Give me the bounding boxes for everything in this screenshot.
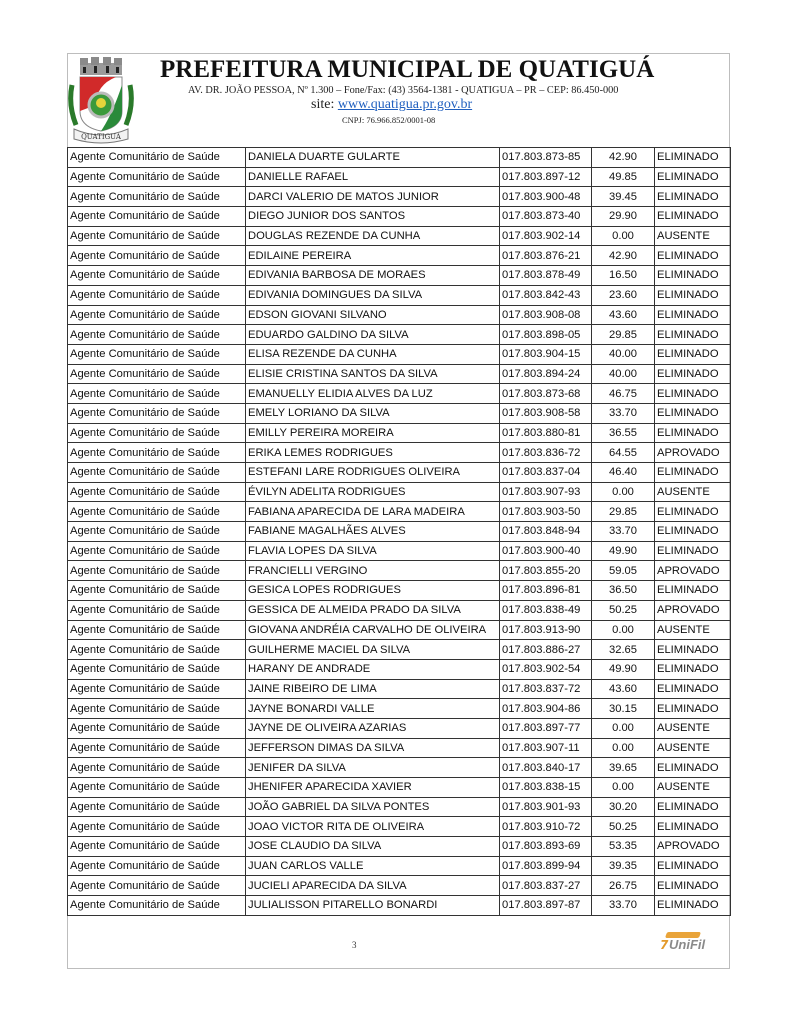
score-cell: 43.60 [592, 305, 655, 325]
status-cell: ELIMINADO [655, 541, 731, 561]
name-cell: FABIANE MAGALHÃES ALVES [246, 522, 500, 542]
name-cell: JAINE RIBEIRO DE LIMA [246, 679, 500, 699]
status-cell: ELIMINADO [655, 207, 731, 227]
name-cell: GESSICA DE ALMEIDA PRADO DA SILVA [246, 600, 500, 620]
table-row [68, 837, 731, 857]
table-row [68, 167, 731, 187]
score-cell: 29.85 [592, 502, 655, 522]
id-cell: 017.803.848-94 [500, 522, 592, 542]
role-cell: Agente Comunitário de Saúde [68, 561, 246, 581]
table-row [68, 640, 731, 660]
status-cell: ELIMINADO [655, 797, 731, 817]
table-row [68, 266, 731, 286]
status-cell: AUSENTE [655, 718, 731, 738]
name-cell: EMANUELLY ELIDIA ALVES DA LUZ [246, 384, 500, 404]
name-cell: HARANY DE ANDRADE [246, 659, 500, 679]
table-row [68, 541, 731, 561]
score-cell: 39.65 [592, 758, 655, 778]
role-cell: Agente Comunitário de Saúde [68, 167, 246, 187]
table-row [68, 856, 731, 876]
status-cell: ELIMINADO [655, 758, 731, 778]
name-cell: GIOVANA ANDRÉIA CARVALHO DE OLIVEIRA [246, 620, 500, 640]
score-cell: 23.60 [592, 285, 655, 305]
table-row [68, 718, 731, 738]
score-cell: 64.55 [592, 443, 655, 463]
id-cell: 017.803.913-90 [500, 620, 592, 640]
name-cell: JOÃO GABRIEL DA SILVA PONTES [246, 797, 500, 817]
table-row [68, 246, 731, 266]
table-row [68, 778, 731, 798]
name-cell: ÉVILYN ADELITA RODRIGUES [246, 482, 500, 502]
table-row [68, 797, 731, 817]
id-cell: 017.803.901-93 [500, 797, 592, 817]
name-cell: JAYNE BONARDI VALLE [246, 699, 500, 719]
id-cell: 017.803.899-94 [500, 856, 592, 876]
score-cell: 30.20 [592, 797, 655, 817]
name-cell: ELISA REZENDE DA CUNHA [246, 344, 500, 364]
id-cell: 017.803.907-93 [500, 482, 592, 502]
status-cell: ELIMINADO [655, 266, 731, 286]
score-cell: 39.45 [592, 187, 655, 207]
id-cell: 017.803.908-58 [500, 403, 592, 423]
status-cell: AUSENTE [655, 738, 731, 758]
table-row [68, 561, 731, 581]
table-row [68, 344, 731, 364]
role-cell: Agente Comunitário de Saúde [68, 876, 246, 896]
name-cell: GESICA LOPES RODRIGUES [246, 581, 500, 601]
id-cell: 017.803.907-11 [500, 738, 592, 758]
role-cell: Agente Comunitário de Saúde [68, 581, 246, 601]
id-cell: 017.803.855-20 [500, 561, 592, 581]
table-row [68, 896, 731, 916]
id-cell: 017.803.908-08 [500, 305, 592, 325]
results-table-body [68, 148, 731, 916]
status-cell: ELIMINADO [655, 167, 731, 187]
table-row [68, 423, 731, 443]
score-cell: 49.90 [592, 659, 655, 679]
score-cell: 26.75 [592, 876, 655, 896]
role-cell: Agente Comunitário de Saúde [68, 679, 246, 699]
score-cell: 16.50 [592, 266, 655, 286]
status-cell: ELIMINADO [655, 856, 731, 876]
role-cell: Agente Comunitário de Saúde [68, 246, 246, 266]
id-cell: 017.803.900-48 [500, 187, 592, 207]
id-cell: 017.803.837-27 [500, 876, 592, 896]
table-row [68, 581, 731, 601]
role-cell: Agente Comunitário de Saúde [68, 778, 246, 798]
role-cell: Agente Comunitário de Saúde [68, 817, 246, 837]
status-cell: ELIMINADO [655, 364, 731, 384]
table-row [68, 482, 731, 502]
score-cell: 0.00 [592, 738, 655, 758]
score-cell: 39.35 [592, 856, 655, 876]
score-cell: 33.70 [592, 896, 655, 916]
table-row [68, 876, 731, 896]
role-cell: Agente Comunitário de Saúde [68, 738, 246, 758]
id-cell: 017.803.902-14 [500, 226, 592, 246]
status-cell: ELIMINADO [655, 876, 731, 896]
role-cell: Agente Comunitário de Saúde [68, 364, 246, 384]
unifil-logo-text: UniFil [669, 937, 706, 952]
page-number: 3 [352, 940, 357, 950]
table-row [68, 226, 731, 246]
table-row [68, 403, 731, 423]
status-cell: ELIMINADO [655, 502, 731, 522]
role-cell: Agente Comunitário de Saúde [68, 443, 246, 463]
cnpj-line: CNPJ: 76.966.852/0001-08 [342, 115, 436, 125]
role-cell: Agente Comunitário de Saúde [68, 285, 246, 305]
score-cell: 30.15 [592, 699, 655, 719]
table-row [68, 364, 731, 384]
status-cell: APROVADO [655, 600, 731, 620]
table-row [68, 679, 731, 699]
status-cell: ELIMINADO [655, 325, 731, 345]
table-row [68, 463, 731, 483]
table-row [68, 758, 731, 778]
id-cell: 017.803.896-81 [500, 581, 592, 601]
name-cell: JENIFER DA SILVA [246, 758, 500, 778]
name-cell: FABIANA APARECIDA DE LARA MADEIRA [246, 502, 500, 522]
status-cell: AUSENTE [655, 778, 731, 798]
id-cell: 017.803.836-72 [500, 443, 592, 463]
name-cell: EDIVANIA DOMINGUES DA SILVA [246, 285, 500, 305]
table-row [68, 384, 731, 404]
table-row [68, 522, 731, 542]
site-line [311, 97, 472, 113]
unifil-mark-icon: 7 [660, 938, 669, 952]
score-cell: 46.75 [592, 384, 655, 404]
score-cell: 53.35 [592, 837, 655, 857]
score-cell: 40.00 [592, 364, 655, 384]
table-row [68, 148, 731, 168]
results-table [67, 147, 731, 916]
role-cell: Agente Comunitário de Saúde [68, 837, 246, 857]
name-cell: FRANCIELLI VERGINO [246, 561, 500, 581]
role-cell: Agente Comunitário de Saúde [68, 325, 246, 345]
name-cell: EDSON GIOVANI SILVANO [246, 305, 500, 325]
id-cell: 017.803.878-49 [500, 266, 592, 286]
id-cell: 017.803.873-40 [500, 207, 592, 227]
name-cell: JEFFERSON DIMAS DA SILVA [246, 738, 500, 758]
score-cell: 42.90 [592, 246, 655, 266]
score-cell: 0.00 [592, 718, 655, 738]
score-cell: 0.00 [592, 226, 655, 246]
status-cell: ELIMINADO [655, 384, 731, 404]
name-cell: EMELY LORIANO DA SILVA [246, 403, 500, 423]
role-cell: Agente Comunitário de Saúde [68, 207, 246, 227]
table-row [68, 443, 731, 463]
score-cell: 29.90 [592, 207, 655, 227]
name-cell: ERIKA LEMES RODRIGUES [246, 443, 500, 463]
role-cell: Agente Comunitário de Saúde [68, 699, 246, 719]
id-cell: 017.803.897-12 [500, 167, 592, 187]
status-cell: ELIMINADO [655, 246, 731, 266]
status-cell: ELIMINADO [655, 896, 731, 916]
role-cell: Agente Comunitário de Saúde [68, 384, 246, 404]
id-cell: 017.803.838-49 [500, 600, 592, 620]
id-cell: 017.803.897-77 [500, 718, 592, 738]
id-cell: 017.803.893-69 [500, 837, 592, 857]
table-row [68, 502, 731, 522]
table-row [68, 305, 731, 325]
name-cell: FLAVIA LOPES DA SILVA [246, 541, 500, 561]
id-cell: 017.803.902-54 [500, 659, 592, 679]
name-cell: DIEGO JUNIOR DOS SANTOS [246, 207, 500, 227]
name-cell: JOAO VICTOR RITA DE OLIVEIRA [246, 817, 500, 837]
status-cell: ELIMINADO [655, 679, 731, 699]
status-cell: ELIMINADO [655, 463, 731, 483]
status-cell: ELIMINADO [655, 522, 731, 542]
status-cell: ELIMINADO [655, 403, 731, 423]
name-cell: EDILAINE PEREIRA [246, 246, 500, 266]
role-cell: Agente Comunitário de Saúde [68, 758, 246, 778]
id-cell: 017.803.837-04 [500, 463, 592, 483]
id-cell: 017.803.840-17 [500, 758, 592, 778]
name-cell: EDIVANIA BARBOSA DE MORAES [246, 266, 500, 286]
score-cell: 49.90 [592, 541, 655, 561]
table-row [68, 207, 731, 227]
id-cell: 017.803.904-86 [500, 699, 592, 719]
role-cell: Agente Comunitário de Saúde [68, 718, 246, 738]
score-cell: 0.00 [592, 620, 655, 640]
status-cell: ELIMINADO [655, 817, 731, 837]
id-cell: 017.803.910-72 [500, 817, 592, 837]
status-cell: ELIMINADO [655, 305, 731, 325]
status-cell: ELIMINADO [655, 187, 731, 207]
role-cell: Agente Comunitário de Saúde [68, 502, 246, 522]
score-cell: 40.00 [592, 344, 655, 364]
table-row [68, 325, 731, 345]
table-row [68, 187, 731, 207]
page-title: PREFEITURA MUNICIPAL DE QUATIGUÁ [160, 56, 655, 83]
score-cell: 49.85 [592, 167, 655, 187]
status-cell: APROVADO [655, 561, 731, 581]
id-cell: 017.803.897-87 [500, 896, 592, 916]
role-cell: Agente Comunitário de Saúde [68, 856, 246, 876]
address-line: AV. DR. JOÃO PESSOA, Nº 1.300 – Fone/Fax: (43) 3564-1381 - QUATIGUA – PR – CEP: 86.450-000 [188, 85, 619, 96]
role-cell: Agente Comunitário de Saúde [68, 305, 246, 325]
id-cell: 017.803.904-15 [500, 344, 592, 364]
name-cell: DOUGLAS REZENDE DA CUNHA [246, 226, 500, 246]
table-row [68, 600, 731, 620]
status-cell: ELIMINADO [655, 344, 731, 364]
unifil-logo [660, 932, 720, 954]
id-cell: 017.803.886-27 [500, 640, 592, 660]
id-cell: 017.803.880-81 [500, 423, 592, 443]
name-cell: EMILLY PEREIRA MOREIRA [246, 423, 500, 443]
status-cell: ELIMINADO [655, 699, 731, 719]
role-cell: Agente Comunitário de Saúde [68, 148, 246, 168]
score-cell: 0.00 [592, 482, 655, 502]
site-link[interactable]: www.quatigua.pr.gov.br [337, 97, 473, 112]
status-cell: AUSENTE [655, 226, 731, 246]
role-cell: Agente Comunitário de Saúde [68, 403, 246, 423]
id-cell: 017.803.876-21 [500, 246, 592, 266]
score-cell: 46.40 [592, 463, 655, 483]
id-cell: 017.803.837-72 [500, 679, 592, 699]
status-cell: APROVADO [655, 443, 731, 463]
score-cell: 50.25 [592, 817, 655, 837]
score-cell: 29.85 [592, 325, 655, 345]
status-cell: ELIMINADO [655, 285, 731, 305]
score-cell: 42.90 [592, 148, 655, 168]
status-cell: AUSENTE [655, 482, 731, 502]
name-cell: DANIELLE RAFAEL [246, 167, 500, 187]
role-cell: Agente Comunitário de Saúde [68, 463, 246, 483]
name-cell: GUILHERME MACIEL DA SILVA [246, 640, 500, 660]
name-cell: JHENIFER APARECIDA XAVIER [246, 778, 500, 798]
role-cell: Agente Comunitário de Saúde [68, 226, 246, 246]
score-cell: 59.05 [592, 561, 655, 581]
id-cell: 017.803.900-40 [500, 541, 592, 561]
role-cell: Agente Comunitário de Saúde [68, 659, 246, 679]
id-cell: 017.803.873-68 [500, 384, 592, 404]
id-cell: 017.803.842-43 [500, 285, 592, 305]
id-cell: 017.803.898-05 [500, 325, 592, 345]
svg-text:QUATIGUA: QUATIGUA [81, 133, 121, 141]
role-cell: Agente Comunitário de Saúde [68, 423, 246, 443]
table-row [68, 817, 731, 837]
name-cell: DARCI VALERIO DE MATOS JUNIOR [246, 187, 500, 207]
name-cell: ESTEFANI LARE RODRIGUES OLIVEIRA [246, 463, 500, 483]
name-cell: JAYNE DE OLIVEIRA AZARIAS [246, 718, 500, 738]
role-cell: Agente Comunitário de Saúde [68, 640, 246, 660]
role-cell: Agente Comunitário de Saúde [68, 600, 246, 620]
table-row [68, 699, 731, 719]
score-cell: 36.50 [592, 581, 655, 601]
table-row [68, 738, 731, 758]
status-cell: AUSENTE [655, 620, 731, 640]
role-cell: Agente Comunitário de Saúde [68, 344, 246, 364]
name-cell: DANIELA DUARTE GULARTE [246, 148, 500, 168]
status-cell: ELIMINADO [655, 640, 731, 660]
score-cell: 32.65 [592, 640, 655, 660]
role-cell: Agente Comunitário de Saúde [68, 620, 246, 640]
id-cell: 017.803.873-85 [500, 148, 592, 168]
score-cell: 50.25 [592, 600, 655, 620]
status-cell: ELIMINADO [655, 148, 731, 168]
name-cell: JUCIELI APARECIDA DA SILVA [246, 876, 500, 896]
name-cell: ELISIE CRISTINA SANTOS DA SILVA [246, 364, 500, 384]
name-cell: EDUARDO GALDINO DA SILVA [246, 325, 500, 345]
id-cell: 017.803.838-15 [500, 778, 592, 798]
score-cell: 43.60 [592, 679, 655, 699]
role-cell: Agente Comunitário de Saúde [68, 797, 246, 817]
status-cell: APROVADO [655, 837, 731, 857]
role-cell: Agente Comunitário de Saúde [68, 522, 246, 542]
name-cell: JUAN CARLOS VALLE [246, 856, 500, 876]
score-cell: 33.70 [592, 403, 655, 423]
score-cell: 0.00 [592, 778, 655, 798]
score-cell: 36.55 [592, 423, 655, 443]
id-cell: 017.803.894-24 [500, 364, 592, 384]
municipal-crest-icon [66, 55, 136, 145]
role-cell: Agente Comunitário de Saúde [68, 266, 246, 286]
role-cell: Agente Comunitário de Saúde [68, 482, 246, 502]
site-label: site: [311, 97, 338, 112]
table-row [68, 620, 731, 640]
name-cell: JULIALISSON PITARELLO BONARDI [246, 896, 500, 916]
table-row [68, 285, 731, 305]
id-cell: 017.803.903-50 [500, 502, 592, 522]
score-cell: 33.70 [592, 522, 655, 542]
status-cell: ELIMINADO [655, 423, 731, 443]
role-cell: Agente Comunitário de Saúde [68, 187, 246, 207]
name-cell: JOSE CLAUDIO DA SILVA [246, 837, 500, 857]
table-row [68, 659, 731, 679]
status-cell: ELIMINADO [655, 581, 731, 601]
role-cell: Agente Comunitário de Saúde [68, 896, 246, 916]
role-cell: Agente Comunitário de Saúde [68, 541, 246, 561]
status-cell: ELIMINADO [655, 659, 731, 679]
